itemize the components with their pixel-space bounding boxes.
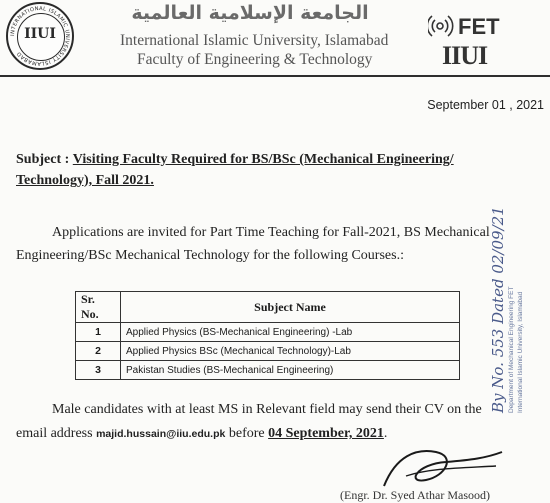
header-divider (0, 75, 550, 77)
university-name: International Islamic University, Islamabad (120, 32, 389, 49)
table-row (76, 323, 460, 342)
fet-logo-icon (428, 4, 548, 68)
row-subject: Applied Physics (BS-Mechanical Engineering) -Lab (121, 323, 460, 342)
faculty-name: Faculty of Engineering & Technology (137, 51, 373, 68)
receipt-stamp-content (489, 206, 543, 413)
fet-logo (428, 4, 548, 68)
stamp-number-line: By No. 553 Dated 02/09/21 (489, 206, 507, 413)
seal-monogram: IIUI (24, 26, 56, 42)
fet-text: FET (458, 14, 500, 39)
signature-scribble-icon (376, 446, 506, 490)
table-row (76, 342, 460, 361)
table-row (76, 361, 460, 380)
row-sr-no: 2 (76, 342, 121, 361)
contact-email-link[interactable]: majid.hussain@iiu.edu.pk (96, 428, 226, 440)
subject-line (16, 149, 516, 191)
university-seal (6, 2, 74, 70)
row-sr-no: 3 (76, 361, 121, 380)
table-header-row (76, 292, 460, 323)
svg-text:INTERNATIONAL ISLAMIC UNIVERSI: INTERNATIONAL ISLAMIC UNIVERSITY ISLAMABAD (9, 5, 71, 67)
row-sr-no: 1 (76, 323, 121, 342)
stamp-university: International Islamic University, Islamabad (517, 291, 524, 413)
stamp-department: Department of Mechanical Engineering FET (508, 286, 515, 413)
closing-before-text: before (228, 426, 265, 441)
letter-date: September 01 , 2021 (427, 98, 544, 112)
receipt-stamp (488, 206, 548, 413)
iiui-text: IIUI (442, 41, 488, 68)
application-deadline: 04 September, 2021 (268, 426, 384, 441)
closing-period: . (383, 426, 388, 441)
header-sr-no: Sr. No. (76, 292, 121, 323)
courses-table (75, 291, 460, 380)
row-subject: Pakistan Studies (BS-Mechanical Engineering) (121, 361, 460, 380)
header-subject-name: Subject Name (121, 292, 460, 323)
signatory-name: (Engr. Dr. Syed Athar Masood) (340, 488, 490, 502)
closing-text: Male candidates with at least MS in Relevant field may send their CV on the email address (16, 402, 482, 441)
subject-title-line2: Technology), Fall 2021. (16, 173, 154, 188)
intro-paragraph: Applications are invited for Part Time Teaching for Fall-2021, BS Mechanical Engineering/BSc Mechanical Technology for the following Courses.: (16, 225, 490, 263)
university-name-arabic: الجامعة الإسلامية العالمية (131, 2, 369, 24)
closing-paragraph (16, 398, 496, 446)
subject-label: Subject : (16, 152, 70, 167)
subject-title-line1: Visiting Faculty Required for BS/BSc (Mechanical Engineering/ (72, 152, 454, 167)
row-subject: Applied Physics BSc (Mechanical Technology)-Lab (121, 342, 460, 361)
